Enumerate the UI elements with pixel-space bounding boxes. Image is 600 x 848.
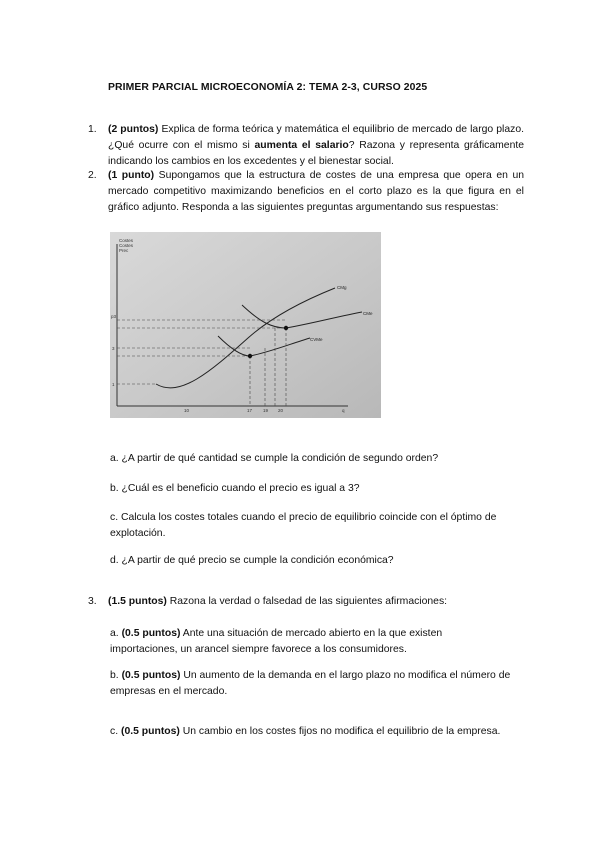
question-3 [88,594,524,610]
subquestion-text: Un cambio en los costes fijos no modifica el equilibrio de la empresa. [179,726,501,737]
y-axis-label: Costes [119,238,134,243]
question-2c: c. Calcula los costes totales cuando el precio de equilibrio coincide con el óptimo de explotación. [110,512,497,539]
x-tick-label: 17 [247,408,253,413]
question-text: Razona la verdad o falsedad de las siguientes afirmaciones: [166,596,448,607]
page-title: PRIMER PARCIAL MICROECONOMÍA 2: TEMA 2-3, CURSO 2025 [108,82,428,93]
x-tick-label: 10 [184,408,190,413]
question-number: 2. [88,170,97,181]
question-points: (1.5 puntos) [108,596,167,607]
question-text: Explica de forma teórica y matemática el equilibrio de mercado de largo plazo. ¿Qué ocurre con el mismo si [108,124,525,151]
question-points: (2 puntos) [108,124,159,135]
intersection-point-cvme [248,354,252,358]
figure-background [110,232,381,418]
question-3b: b. (0.5 puntos) Un aumento de la demanda en el largo plazo no modifica el número de empresas en el mercado. [110,670,511,697]
question-3a: a. (0.5 puntos) Ante una situación de mercado abierto en la que existen importaciones, un arancel siempre favorece a los consumidores. [110,628,443,655]
question-2b: b. ¿Cuál es el beneficio cuando el precio es igual a 3? [110,483,360,494]
question-number: 3. [88,596,97,607]
y-axis-label: Prec [119,248,129,253]
question-points: (1 punto) [108,170,155,181]
y-tick-label: 3 [112,346,115,351]
subquestion-points: (0.5 puntos) [120,726,180,737]
subquestion-points: (0.5 puntos) [121,628,181,639]
question-2 [88,168,525,216]
subquestion-text: Un aumento de la demanda en el largo plazo no modifica el número de empresas en el mercado. [110,670,511,697]
curve-label-cme: CMe [363,311,373,316]
cost-curves-figure [110,232,381,418]
question-2d: d. ¿A partir de qué precio se cumple la condición económica? [110,555,394,566]
x-tick-label: 20 [278,408,284,413]
question-3c: c. (0.5 puntos) Un cambio en los costes fijos no modifica el equilibrio de la empresa. [110,726,501,737]
question-number: 1. [88,124,97,135]
y-tick-label: 1 [112,382,115,387]
question-text: ? Razona y representa gráficamente indicando los cambios en los excedentes y el bienestar social. [108,140,525,167]
question-text: Supongamos que la estructura de costes de una empresa que opera en un mercado competitivo maximizando beneficios en el corto plazo es la que figura en el gráfico adjunto. Responda a las siguientes preguntas argumentando sus respuestas: [108,170,525,213]
question-emphasis: aumenta el salario [254,140,349,151]
subquestion-points: (0.5 puntos) [121,670,181,681]
x-tick-label: 19 [263,408,269,413]
curve-label-cvme: CVMe [310,337,323,342]
y-tick-label: p3 [111,314,117,319]
curve-label-cmg: CMg [337,285,347,290]
intersection-point-cme [284,326,288,330]
question-2a: a. ¿A partir de qué cantidad se cumple la condición de segundo orden? [110,453,439,464]
x-axis-label: q [342,408,345,413]
subquestion-text: Ante una situación de mercado abierto en la que existen importaciones, un arancel siempre favorece a los consumidores. [110,628,443,655]
y-axis-label: Costes [119,243,134,248]
question-1 [88,122,525,170]
cost-curves-graph [110,232,381,418]
